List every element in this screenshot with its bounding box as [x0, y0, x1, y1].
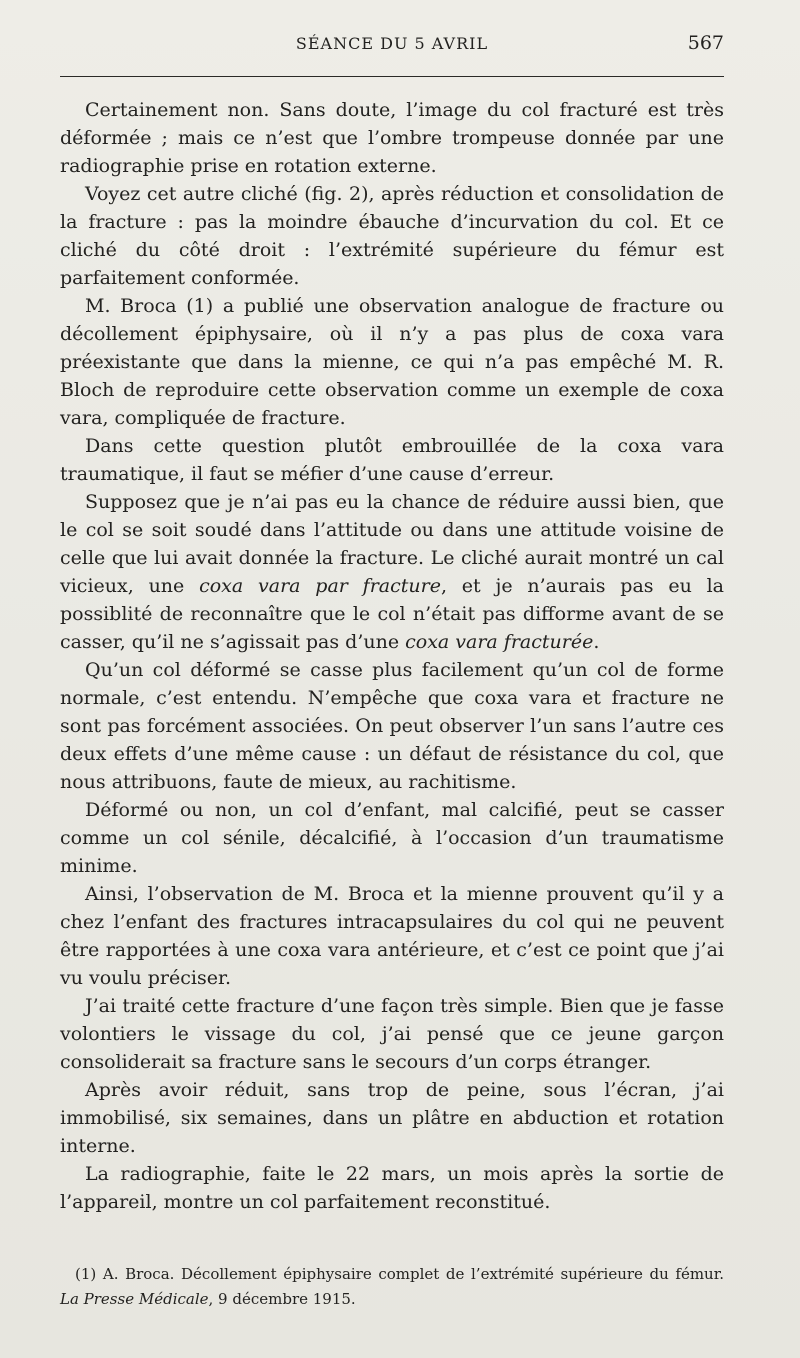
- footnote-text-b: , 9 décembre 1915.: [208, 1290, 356, 1308]
- paragraph-5-italic-b: coxa vara fracturée: [405, 631, 594, 653]
- page-number: 567: [687, 32, 724, 54]
- paragraph-5-text-b: , et je n’aurais pas eu la possiblité de reconnaître que le col n’était pas difforme avant de se casser, qu’il ne s’agissait pas d’une: [60, 575, 725, 653]
- paragraph-7: Déformé ou non, un col d’enfant, mal calcifié, peut se casser comme un col sénile, décalcifié, à l’occasion d’un traumatisme minime.: [60, 799, 724, 877]
- paragraph-1: Certainement non. Sans doute, l’image du col fracturé est très déformée ; mais ce n’est que l’ombre trompeuse donnée par une radiographie prise en rotation externe.: [60, 99, 724, 177]
- paragraph-3: M. Broca (1) a publié une observation analogue de fracture ou décollement épiphysaire, où il n’y a pas plus de coxa vara préexistante que dans la mienne, ce qui n’a pas empêché M. R. Bloch de reproduire cette observation comme un exemple de coxa vara, compliquée de fracture.: [60, 295, 724, 429]
- body-text: [60, 96, 724, 1216]
- paragraph-5-text-a: Supposez que je n’ai pas eu la chance de réduire aussi bien, que le col se soit soudé dans l’attitude ou dans une attitude voisine de celle que lui avait donnée la fracture. Le cliché aurait montré un cal vicieux, une: [60, 491, 724, 597]
- paragraph-10: Après avoir réduit, sans trop de peine, sous l’écran, j’ai immobilisé, six semaines, dans un plâtre en abduction et rotation interne.: [60, 1079, 724, 1157]
- paragraph-9: J’ai traité cette fracture d’une façon très simple. Bien que je fasse volontiers le vissage du col, j’ai pensé que ce jeune garçon consoliderait sa fracture sans le secours d’un corps étranger.: [60, 995, 724, 1073]
- footnote: [60, 1262, 724, 1312]
- paragraph-2: Voyez cet autre cliché (fig. 2), après réduction et consolidation de la fracture : pas la moindre ébauche d’incurvation du col. Et ce cliché du côté droit : l’extrémité supérieure du fémur est parfaitement conformée.: [60, 183, 724, 289]
- footnote-journal: La Presse Médicale: [60, 1290, 209, 1308]
- page-header: [60, 34, 724, 60]
- paragraph-5-italic-a: coxa vara par fracture: [199, 575, 441, 597]
- paragraph-5: [60, 488, 724, 656]
- paragraph-8: Ainsi, l’observation de M. Broca et la mienne prouvent qu’il y a chez l’enfant des fractures intracapsulaires du col qui ne peuvent être rapportées à une coxa vara antérieure, et c’est ce point que j’ai vu voulu préciser.: [60, 883, 724, 989]
- paragraph-4: Dans cette question plutôt embrouillée de la coxa vara traumatique, il faut se méfier d’une cause d’erreur.: [60, 435, 724, 485]
- running-title: SÉANCE DU 5 AVRIL: [295, 34, 489, 53]
- header-rule: [60, 76, 724, 77]
- paragraph-11: La radiographie, faite le 22 mars, un mois après la sortie de l’appareil, montre un col parfaitement reconstitué.: [60, 1163, 724, 1213]
- paragraph-5-text-c: .: [593, 631, 600, 653]
- footnote-text-a: (1) A. Broca. Décollement épiphysaire complet de l’extrémité supérieure du fémur.: [75, 1265, 724, 1283]
- paragraph-6: Qu’un col déformé se casse plus facilement qu’un col de forme normale, c’est entendu. N’empêche que coxa vara et fracture ne sont pas forcément associées. On peut observer l’un sans l’autre ces deux effets d’une même cause : un défaut de résistance du col, que nous attribuons, faute de mieux, au rachitisme.: [60, 659, 724, 793]
